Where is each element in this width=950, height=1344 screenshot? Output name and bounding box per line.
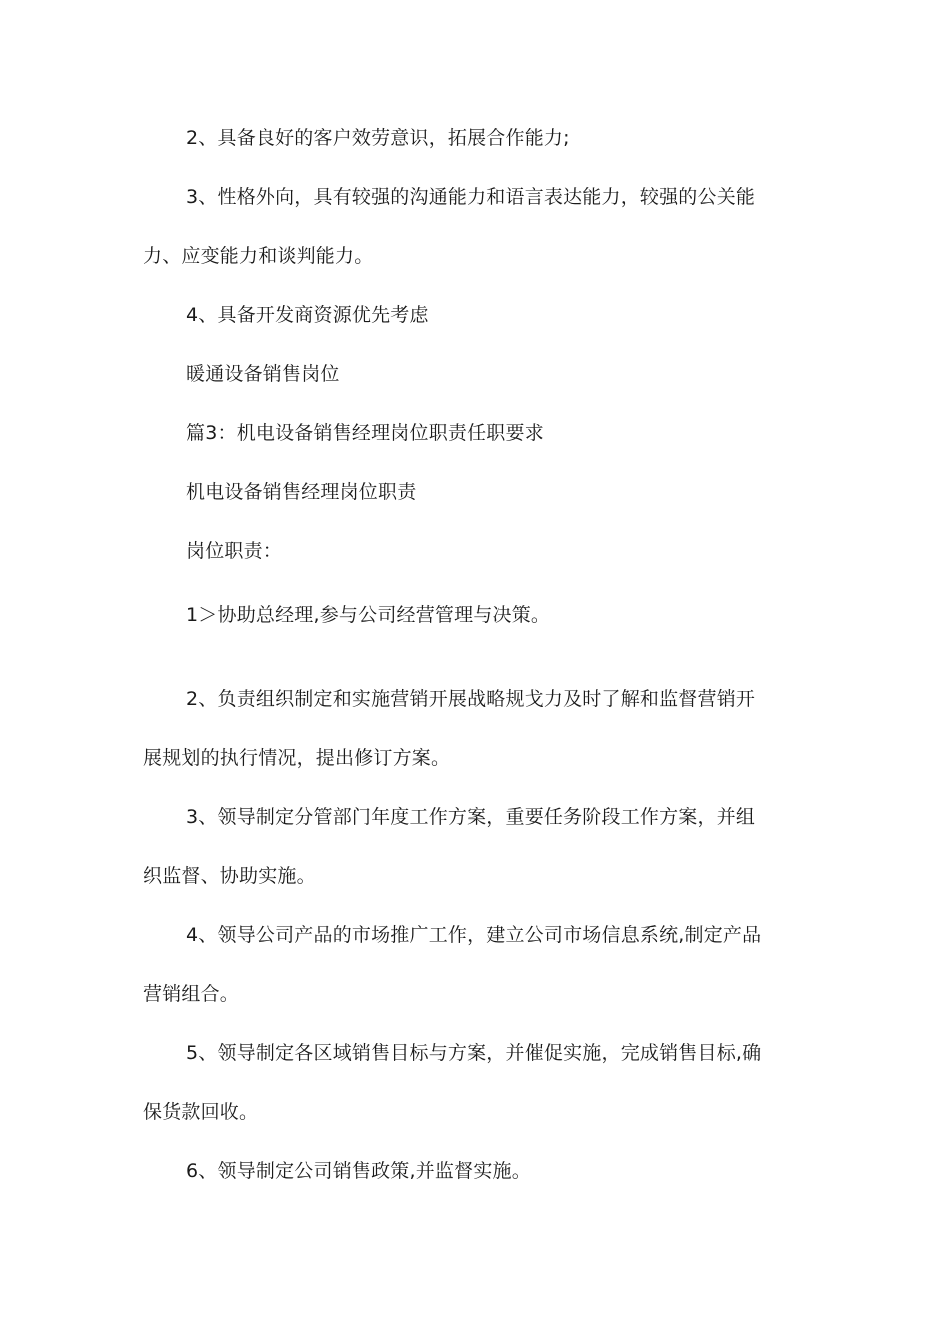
text-line-duty-4: 4、领导公司产品的市场推广工作，建立公司市场信息系统,制定产品 [186,924,762,946]
text-line-duty-5-cont: 保货款回收。 [143,1101,259,1123]
text-line-duty-1: 1＞协助总经理,参与公司经营管理与决策。 [186,604,551,626]
text-line-requirement-2: 2、具备良好的客户效劳意识，拓展合作能力; [186,127,570,149]
text-line-duty-5: 5、领导制定各区域销售目标与方案，并催促实施，完成销售目标,确 [186,1042,762,1064]
text-line-requirement-3: 3、性格外向，具有较强的沟通能力和语言表达能力，较强的公关能 [186,186,756,208]
text-line-duty-6: 6、领导制定公司销售政策,并监督实施。 [186,1160,531,1182]
duties-label: 岗位职责： [186,540,283,562]
text-line-duty-2: 2、负责组织制定和实施营销开展战略规戈力及时了解和监督营销开 [186,688,756,710]
section-heading-duties: 机电设备销售经理岗位职责 [186,481,417,503]
text-line-duty-3-cont: 织监督、协助实施。 [143,865,316,887]
text-line-duty-3: 3、领导制定分管部门年度工作方案，重要任务阶段工作方案，并组 [186,806,756,828]
article-title: 篇3：机电设备销售经理岗位职责任职要求 [186,422,544,444]
text-line-duty-2-cont: 展规划的执行情况，提出修订方案。 [143,747,451,769]
text-line-requirement-4: 4、具备开发商资源优先考虑 [186,304,429,326]
section-heading-hvac-sales: 暖通设备销售岗位 [186,363,340,385]
text-line-requirement-3-cont: 力、应变能力和谈判能力。 [143,245,374,267]
text-line-duty-4-cont: 营销组合。 [143,983,240,1005]
